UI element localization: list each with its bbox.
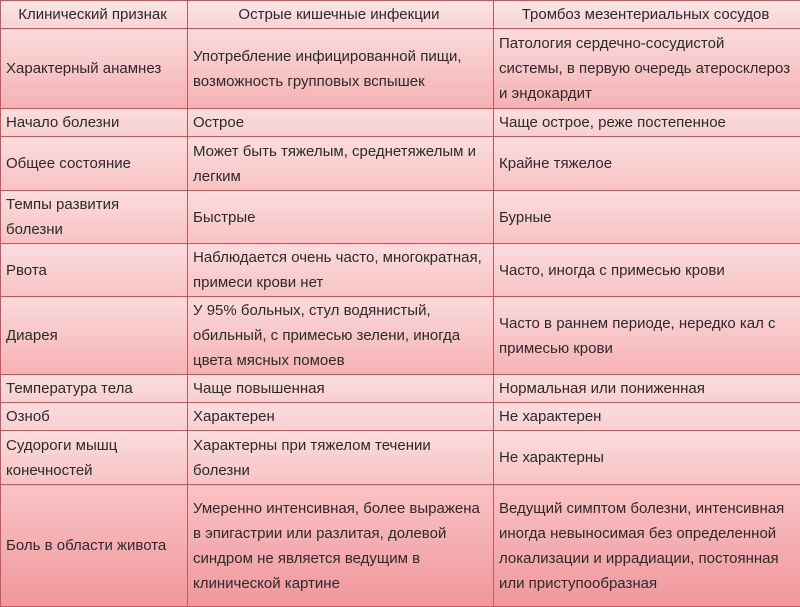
table-row [1,375,800,403]
row-label-cell: Начало болезни [1,109,188,137]
row-label-cell: Боль в области живота [1,485,188,607]
table-cell: Характерен [188,403,494,431]
table-header-row [1,1,800,29]
table-cell: Наблюдается очень часто, многократная, примеси крови нет [188,244,494,297]
table-cell: У 95% больных, стул водянистый, обильный, с примесью зелени, иногда цвета мясных помоев [188,297,494,375]
table-row [1,297,800,375]
table-cell: Чаще острое, реже постепенное [494,109,800,137]
table-cell: Быстрые [188,191,494,244]
table-row [1,431,800,485]
table-cell: Характерны при тяжелом течении болезни [188,431,494,485]
row-label-cell: Температура тела [1,375,188,403]
table-cell: Бурные [494,191,800,244]
table-cell: Не характерны [494,431,800,485]
table-cell: Употребление инфицированной пищи, возможность групповых вспышек [188,29,494,109]
row-label-cell: Диарея [1,297,188,375]
table-row [1,485,800,607]
row-label-cell: Озноб [1,403,188,431]
column-header-mesenteric-thrombosis: Тромбоз мезентериальных сосудов [494,1,800,29]
table-cell: Острое [188,109,494,137]
table-row [1,191,800,244]
row-label-cell: Судороги мышц конечностей [1,431,188,485]
table-row [1,29,800,109]
table-cell: Патология сердечно-сосудистой системы, в первую очередь атеросклероз и эндокардит [494,29,800,109]
column-header-intestinal-infections: Острые кишечные инфекции [188,1,494,29]
table-row [1,137,800,191]
table-row [1,109,800,137]
row-label-cell: Рвота [1,244,188,297]
table-cell: Умеренно интенсивная, более выражена в эпигастрии или разлитая, долевой синдром не является ведущим в клинической картине [188,485,494,607]
table-row [1,403,800,431]
row-label-cell: Общее состояние [1,137,188,191]
table-cell: Ведущий симптом болезни, интенсивная иногда невыносимая без определенной локализации и иррадиации, постоянная или приступообразная [494,485,800,607]
table-body [1,29,800,607]
table-cell: Часто в раннем периоде, нередко кал с примесью крови [494,297,800,375]
table-cell: Не характерен [494,403,800,431]
row-label-cell: Темпы развития болезни [1,191,188,244]
column-header-clinical-sign: Клинический признак [1,1,188,29]
row-label-cell: Характерный анамнез [1,29,188,109]
table-cell: Может быть тяжелым, среднетяжелым и легким [188,137,494,191]
table-cell: Чаще повышенная [188,375,494,403]
table-row [1,244,800,297]
table-cell: Крайне тяжелое [494,137,800,191]
table-cell: Часто, иногда с примесью крови [494,244,800,297]
table-cell: Нормальная или пониженная [494,375,800,403]
